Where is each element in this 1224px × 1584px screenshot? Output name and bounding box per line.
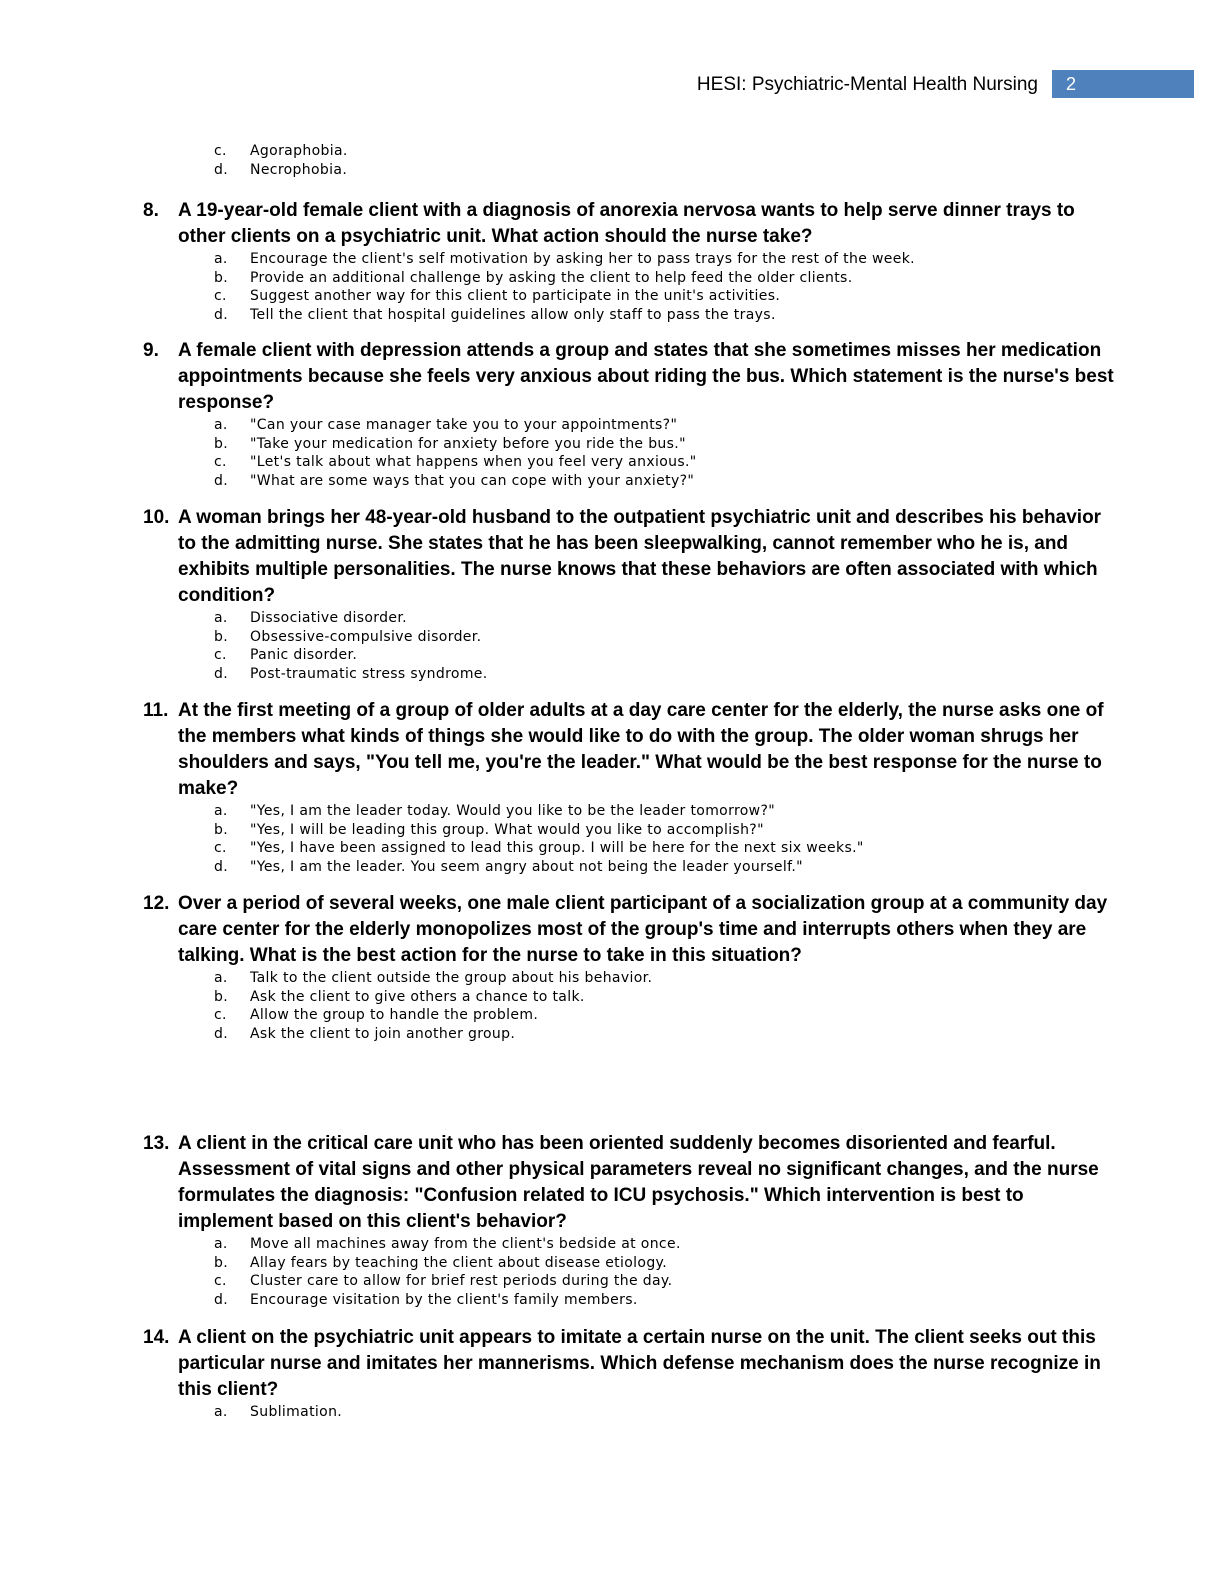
options-list — [0, 1403, 1224, 1422]
option-text: "What are some ways that you can cope with your anxiety?" — [250, 473, 695, 490]
option-text: "Yes, I will be leading this group. What would you like to accomplish?" — [250, 821, 764, 838]
option-item — [0, 1235, 1224, 1254]
option-letter: b. — [214, 988, 229, 1005]
option-letter: c. — [214, 840, 227, 857]
option-letter: c. — [214, 1273, 227, 1290]
option-letter: a. — [214, 251, 228, 267]
options-list — [0, 1235, 1224, 1310]
option-text: Dissociative disorder. — [250, 610, 407, 626]
option-letter: c. — [214, 1007, 227, 1024]
option-letter: b. — [214, 821, 229, 838]
option-item — [0, 1291, 1224, 1310]
option-text: "Can your case manager take you to your appointments?" — [250, 417, 678, 433]
options-list — [0, 250, 1224, 325]
option-item — [0, 142, 1224, 161]
option-letter: a. — [214, 970, 228, 986]
options-list — [0, 609, 1224, 684]
option-item — [0, 1006, 1224, 1025]
question-text: A client in the critical care unit who has been oriented suddenly becomes disoriented and fearful. Assessment of vital signs and other physical parameters reveal no significant changes, and the nurse formulates the diagnosis: "Confusion related to ICU psychosis." Which intervention is best to implement based on this client's behavior? — [178, 1133, 1099, 1232]
option-item — [0, 250, 1224, 269]
option-item — [0, 269, 1224, 288]
option-text: Suggest another way for this client to participate in the unit's activities. — [250, 288, 781, 305]
question-number: 8. — [143, 200, 159, 221]
option-text: Ask the client to join another group. — [250, 1026, 516, 1043]
option-text: "Let's talk about what happens when you feel very anxious." — [250, 454, 697, 471]
option-item — [0, 306, 1224, 325]
option-text: Talk to the client outside the group about his behavior. — [250, 970, 653, 986]
question-number: 11. — [143, 700, 169, 721]
question-number: 12. — [143, 893, 170, 914]
option-text: Allay fears by teaching the client about disease etiology. — [250, 1254, 667, 1271]
option-letter: d. — [214, 1026, 229, 1043]
option-item — [0, 839, 1224, 858]
option-item — [0, 1254, 1224, 1273]
question-number: 13. — [143, 1133, 170, 1154]
question-14 — [0, 1325, 1224, 1422]
option-letter: c. — [214, 647, 227, 664]
option-text: Necrophobia. — [250, 161, 348, 178]
question-text: A female client with depression attends a group and states that she sometimes misses her medication appointments because she feels very anxious about riding the bus. Which statement is the nurse's best response? — [178, 340, 1114, 413]
options-list — [0, 142, 1224, 179]
option-item — [0, 1272, 1224, 1291]
option-item — [0, 665, 1224, 684]
option-item — [0, 969, 1224, 988]
option-text: Allow the group to handle the problem. — [250, 1007, 539, 1024]
page-number-badge — [1052, 70, 1194, 98]
option-text: Cluster care to allow for brief rest periods during the day. — [250, 1273, 673, 1290]
option-letter: d. — [214, 859, 229, 876]
question-number: 9. — [143, 340, 159, 361]
option-text: Ask the client to give others a chance to talk. — [250, 988, 585, 1005]
question-11 — [0, 698, 1224, 877]
options-list — [0, 802, 1224, 877]
option-text: "Yes, I have been assigned to lead this group. I will be here for the next six weeks." — [250, 840, 864, 857]
continued-options — [0, 142, 1224, 179]
option-letter: d. — [214, 161, 229, 178]
option-item — [0, 821, 1224, 840]
option-letter: d. — [214, 473, 229, 490]
option-letter: d. — [214, 1292, 229, 1309]
option-text: Move all machines away from the client's bedside at once. — [250, 1236, 681, 1252]
option-letter: d. — [214, 307, 229, 324]
header-title: HESI: Psychiatric-Mental Health Nursing — [696, 74, 1038, 95]
option-letter: c. — [214, 143, 227, 159]
option-letter: c. — [214, 288, 227, 305]
option-letter: a. — [214, 610, 228, 626]
option-text: "Take your medication for anxiety before you ride the bus." — [250, 435, 686, 452]
option-item — [0, 416, 1224, 435]
option-item — [0, 472, 1224, 491]
option-letter: c. — [214, 454, 227, 471]
option-letter: b. — [214, 435, 229, 452]
question-10 — [0, 505, 1224, 684]
question-number: 10. — [143, 507, 170, 528]
option-item — [0, 161, 1224, 180]
question-text: At the first meeting of a group of older adults at a day care center for the elderly, the nurse asks one of the members what kinds of things she would like to do with the group. The older woman shrugs her shoulders and says, "You tell me, you're the leader." What would be the best response for the nurse to make? — [178, 700, 1104, 799]
option-text: "Yes, I am the leader today. Would you like to be the leader tomorrow?" — [250, 803, 776, 819]
options-list — [0, 416, 1224, 491]
option-letter: a. — [214, 803, 228, 819]
option-item — [0, 287, 1224, 306]
option-item — [0, 435, 1224, 454]
option-item — [0, 858, 1224, 877]
question-8 — [0, 198, 1224, 325]
option-item — [0, 628, 1224, 647]
option-item — [0, 453, 1224, 472]
page-number: 2 — [1066, 74, 1077, 94]
question-number: 14. — [143, 1327, 170, 1348]
option-item — [0, 646, 1224, 665]
question-13 — [0, 1131, 1224, 1310]
option-letter: b. — [214, 628, 229, 645]
question-text: A woman brings her 48-year-old husband to the outpatient psychiatric unit and describes his behavior to the admitting nurse. She states that he has been sleepwalking, cannot remember who he is, and exhibits multiple personalities. The nurse knows that these behaviors are often associated with which condition? — [178, 507, 1102, 606]
option-text: Encourage visitation by the client's family members. — [250, 1292, 638, 1309]
option-text: "Yes, I am the leader. You seem angry about not being the leader yourself." — [250, 859, 803, 876]
option-letter: d. — [214, 666, 229, 683]
option-text: Post-traumatic stress syndrome. — [250, 666, 488, 683]
options-list — [0, 969, 1224, 1044]
option-letter: b. — [214, 269, 229, 286]
option-letter: a. — [214, 1236, 228, 1252]
option-text: Sublimation. — [250, 1404, 343, 1420]
option-text: Obsessive-compulsive disorder. — [250, 628, 482, 645]
question-text: Over a period of several weeks, one male client participant of a socialization group at a community day care center for the elderly monopolizes most of the group's time and interrupts others when they are talking. What is the best action for the nurse to take in this situation? — [178, 893, 1108, 966]
option-item — [0, 988, 1224, 1007]
option-item — [0, 802, 1224, 821]
page-header — [0, 70, 1224, 100]
option-text: Agoraphobia. — [250, 143, 348, 159]
option-text: Panic disorder. — [250, 647, 358, 664]
option-letter: a. — [214, 417, 228, 433]
option-item — [0, 609, 1224, 628]
option-text: Encourage the client's self motivation by asking her to pass trays for the rest of the week. — [250, 251, 915, 267]
option-item — [0, 1025, 1224, 1044]
question-9 — [0, 338, 1224, 491]
question-text: A 19-year-old female client with a diagnosis of anorexia nervosa wants to help serve dinner trays to other clients on a psychiatric unit. What action should the nurse take? — [178, 200, 1075, 247]
option-letter: b. — [214, 1254, 229, 1271]
question-12 — [0, 891, 1224, 1044]
option-text: Provide an additional challenge by asking the client to help feed the older clients. — [250, 269, 853, 286]
option-letter: a. — [214, 1404, 228, 1420]
option-item — [0, 1403, 1224, 1422]
question-text: A client on the psychiatric unit appears to imitate a certain nurse on the unit. The client seeks out this particular nurse and imitates her mannerisms. Which defense mechanism does the nurse recognize in this client? — [178, 1327, 1101, 1400]
option-text: Tell the client that hospital guidelines allow only staff to pass the trays. — [250, 307, 776, 324]
